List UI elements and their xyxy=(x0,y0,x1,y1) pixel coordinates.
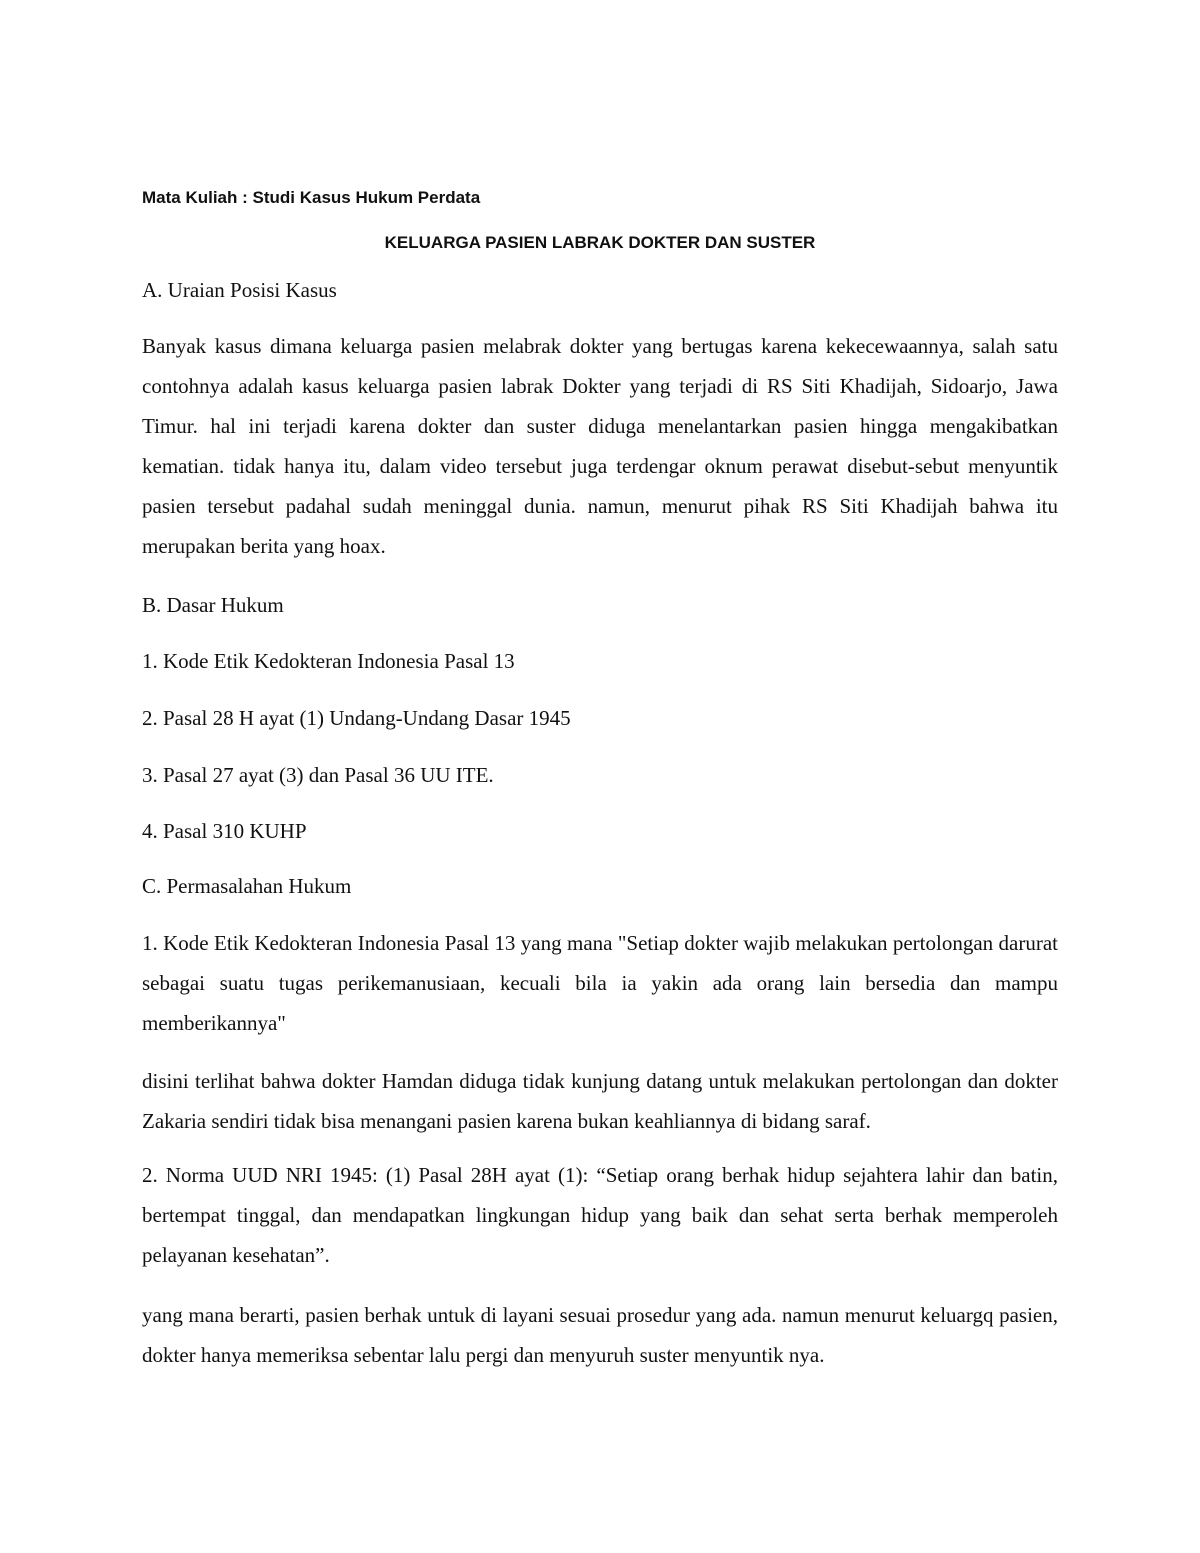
section-c-heading: C. Permasalahan Hukum xyxy=(142,874,352,898)
legal-issue-point-1: 1. Kode Etik Kedokteran Indonesia Pasal 13 yang mana "Setiap dokter wajib melakukan pertolongan darurat sebagai suatu tugas perikemanusiaan, kecuali bila ia yakin ada orang lain bersedia dan mampu memberikannya" xyxy=(142,931,1058,1035)
legal-basis-item: 2. Pasal 28 H ayat (1) Undang-Undang Dasar 1945 xyxy=(142,706,571,730)
section-a-paragraph: Banyak kasus dimana keluarga pasien melabrak dokter yang bertugas karena kekecewaannya, salah satu contohnya adalah kasus keluarga pasien labrak Dokter yang terjadi di RS Siti Khadijah, Sidoarjo, Jawa Timur. hal ini terjadi karena dokter dan suster diduga menelantarkan pasien hingga mengakibatkan kematian. tidak hanya itu, dalam video tersebut juga terdengar oknum perawat disebut-sebut menyuntik pasien tersebut padahal sudah meninggal dunia. namun, menurut pihak RS Siti Khadijah bahwa itu merupakan berita yang hoax. xyxy=(142,334,1058,558)
legal-basis-item: 4. Pasal 310 KUHP xyxy=(142,819,307,843)
legal-issue-point-2: 2. Norma UUD NRI 1945: (1) Pasal 28H ayat (1): “Setiap orang berhak hidup sejahtera lahir dan batin, bertempat tinggal, dan mendapatkan lingkungan hidup yang baik dan sehat serta berhak memperoleh pelayanan kesehatan”. xyxy=(142,1163,1058,1267)
course-line: Mata Kuliah : Studi Kasus Hukum Perdata xyxy=(142,188,481,207)
legal-basis-item: 3. Pasal 27 ayat (3) dan Pasal 36 UU ITE. xyxy=(142,763,494,787)
legal-issue-point-1-note: disini terlihat bahwa dokter Hamdan diduga tidak kunjung datang untuk melakukan pertolongan dan dokter Zakaria sendiri tidak bisa menangani pasien karena bukan keahliannya di bidang saraf. xyxy=(142,1069,1058,1133)
section-a-heading: A. Uraian Posisi Kasus xyxy=(142,278,337,302)
section-b-heading: B. Dasar Hukum xyxy=(142,593,284,617)
legal-basis-item: 1. Kode Etik Kedokteran Indonesia Pasal 13 xyxy=(142,649,515,673)
legal-issue-point-2-note: yang mana berarti, pasien berhak untuk di layani sesuai prosedur yang ada. namun menurut keluargq pasien, dokter hanya memeriksa sebentar lalu pergi dan menyuruh suster menyuntik nya. xyxy=(142,1303,1058,1367)
document-title: KELUARGA PASIEN LABRAK DOKTER DAN SUSTER xyxy=(384,233,816,252)
